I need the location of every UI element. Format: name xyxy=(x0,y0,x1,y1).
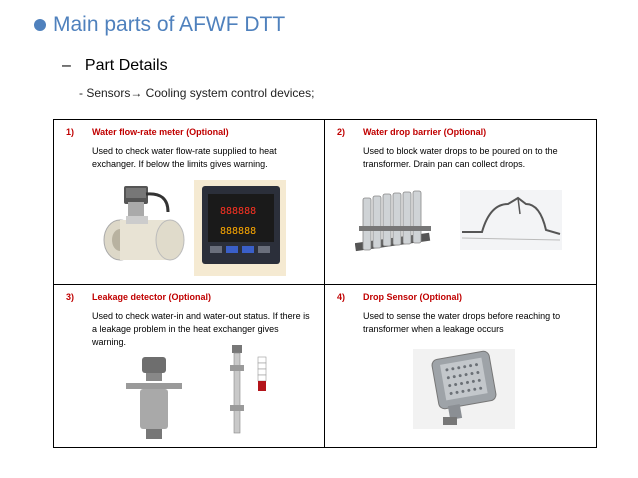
flow-meter-image xyxy=(98,182,193,266)
subtitle-dash: – xyxy=(62,57,71,74)
subtitle-line xyxy=(62,57,168,75)
barrier-profile-image xyxy=(460,190,562,250)
cell-drop-barrier xyxy=(325,120,597,285)
meter-bottom-readout: 888888 xyxy=(220,226,257,237)
cell-heading: Leakage detector (Optional) xyxy=(92,292,212,302)
cell-drop-sensor xyxy=(325,285,597,448)
cell-number: 1) xyxy=(66,127,75,137)
slide-title-row xyxy=(34,13,285,37)
cell-description: Used to sense the water drops before reaching to transformer when a leakage occurs xyxy=(363,311,561,334)
cell-description: Used to check water-in and water-out status. If there is a leakage problem in the heat exchanger gives warning. xyxy=(92,311,310,347)
cell-number: 3) xyxy=(66,292,75,302)
sensors-line: - Sensors→ Cooling system control devices; xyxy=(79,86,315,100)
subtitle: Part Details xyxy=(84,57,168,74)
probe-image xyxy=(224,345,284,445)
cell-number: 2) xyxy=(337,127,346,137)
cell-number: 4) xyxy=(337,292,346,302)
cell-heading: Water flow-rate meter (Optional) xyxy=(92,127,229,137)
drop-sensor-image xyxy=(413,349,515,429)
slide-title: Main parts of AFWF DTT xyxy=(53,13,286,36)
barrier-fins-image xyxy=(355,188,440,268)
title-bullet xyxy=(34,19,46,31)
digital-meter-image xyxy=(194,180,286,276)
leakage-detector-image xyxy=(124,355,184,441)
cell-leakage-detector xyxy=(54,285,325,448)
parts-table xyxy=(53,119,597,448)
cell-flow-meter xyxy=(54,120,325,285)
cell-heading: Water drop barrier (Optional) xyxy=(363,127,487,137)
cell-heading: Drop Sensor (Optional) xyxy=(363,292,462,302)
cell-description: Used to block water drops to be poured on to the transformer. Drain pan can collect drops. xyxy=(363,146,558,169)
cell-description: Used to check water flow-rate supplied to heat exchanger. If below the limits gives warning. xyxy=(92,146,277,169)
meter-top-readout: 888888 xyxy=(220,206,257,217)
